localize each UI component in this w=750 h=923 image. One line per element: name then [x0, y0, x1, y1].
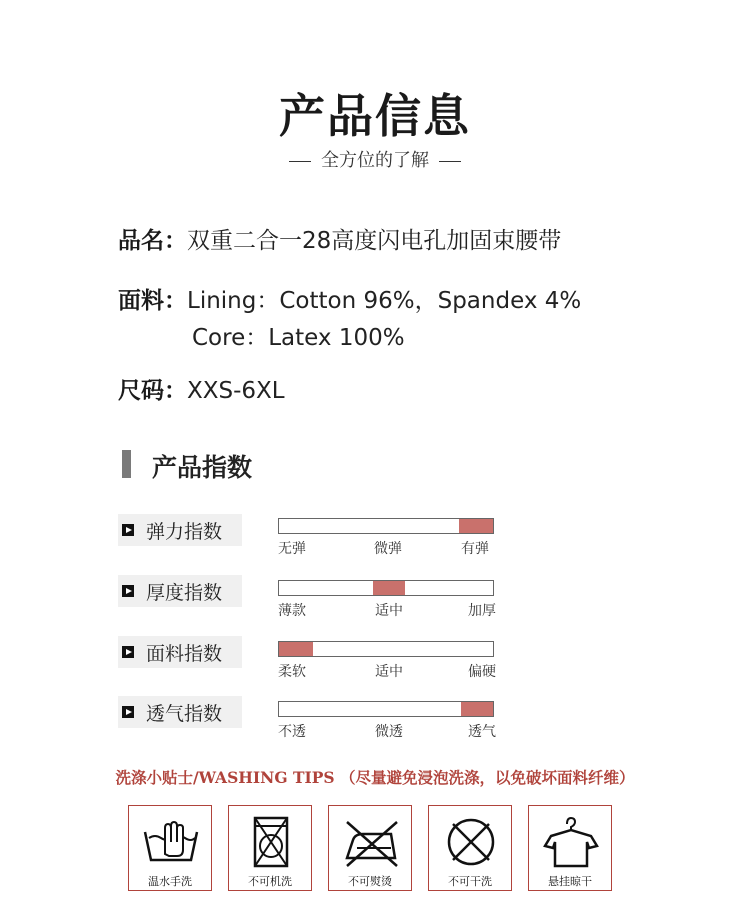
no-iron-caption: 不可熨烫 — [348, 875, 392, 888]
washing-tips-title: 洗涤小贴士/WASHING TIPS （尽量避免浸泡洗涤，以免破坏面料纤维） — [115, 768, 635, 787]
play-triangle-icon — [122, 585, 134, 597]
fabric-scale — [278, 641, 494, 657]
no-machine-wash-icon — [241, 814, 301, 870]
thickness-tick-mid: 适中 — [375, 603, 403, 619]
subtitle-dash-right — [439, 161, 461, 162]
thickness-scale — [278, 580, 494, 596]
hang-dry-icon — [541, 814, 601, 870]
fabric-tick-low: 柔软 — [278, 664, 306, 680]
index-section-title-text: 产品指数 — [152, 453, 253, 482]
fabric-tick-high: 偏硬 — [468, 664, 496, 680]
page-title: 产品信息 — [279, 89, 471, 143]
elasticity-index-label: 弹力指数 — [118, 514, 242, 546]
wash-item-hang-dry — [528, 805, 612, 891]
breathability-tick-low: 不透 — [278, 724, 306, 740]
subtitle-text: 全方位的了解 — [321, 150, 429, 171]
wash-item-hand-wash — [128, 805, 212, 891]
hand-wash-caption: 温水手洗 — [148, 875, 192, 888]
breathability-tick-high: 透气 — [468, 724, 496, 740]
thickness-index-label: 厚度指数 — [118, 575, 242, 607]
fabric-level-fill — [279, 642, 313, 656]
elasticity-scale — [278, 518, 494, 534]
no-iron-icon — [341, 814, 401, 870]
page-subtitle — [0, 146, 750, 172]
size-value: XXS-6XL — [187, 378, 285, 404]
breathability-level-fill — [461, 702, 493, 716]
fabric-tick-mid: 适中 — [375, 664, 403, 680]
size-label: 尺码： — [118, 378, 187, 404]
product-name-value: 双重二合一28高度闪电孔加固束腰带 — [187, 228, 562, 254]
breathability-tick-mid: 微透 — [375, 724, 403, 740]
wash-item-no-iron — [328, 805, 412, 891]
play-triangle-icon — [122, 524, 134, 536]
breathability-scale — [278, 701, 494, 717]
thickness-tick-low: 薄款 — [278, 603, 306, 619]
wash-item-no-machine-wash — [228, 805, 312, 891]
fabric-row — [118, 282, 581, 315]
size-row — [118, 372, 285, 405]
elasticity-tick-low: 无弹 — [278, 541, 306, 557]
play-triangle-icon — [122, 646, 134, 658]
thickness-tick-high: 加厚 — [468, 603, 496, 619]
product-name-row — [118, 222, 561, 255]
wash-item-no-dry-clean — [428, 805, 512, 891]
elasticity-tick-mid: 微弹 — [374, 541, 402, 557]
no-dry-clean-caption: 不可干洗 — [448, 875, 492, 888]
hand-wash-icon — [141, 814, 201, 870]
breathability-index-label: 透气指数 — [118, 696, 242, 728]
section-bar-icon — [122, 450, 131, 478]
product-name-label: 品名： — [118, 228, 187, 254]
hang-dry-caption: 悬挂晾干 — [548, 875, 592, 888]
fabric-index-label: 面料指数 — [118, 636, 242, 668]
subtitle-dash-left — [289, 161, 311, 162]
elasticity-level-fill — [459, 519, 493, 533]
fabric-value-line2: Core：Latex 100% — [192, 325, 405, 351]
fabric-label: 面料： — [118, 288, 187, 314]
play-triangle-icon — [122, 706, 134, 718]
no-machine-wash-caption: 不可机洗 — [248, 875, 292, 888]
fabric-value-line1: Lining：Cotton 96%，Spandex 4% — [187, 288, 582, 314]
elasticity-tick-high: 有弹 — [461, 541, 489, 557]
thickness-level-fill — [373, 581, 405, 595]
no-dry-clean-icon — [441, 814, 501, 870]
